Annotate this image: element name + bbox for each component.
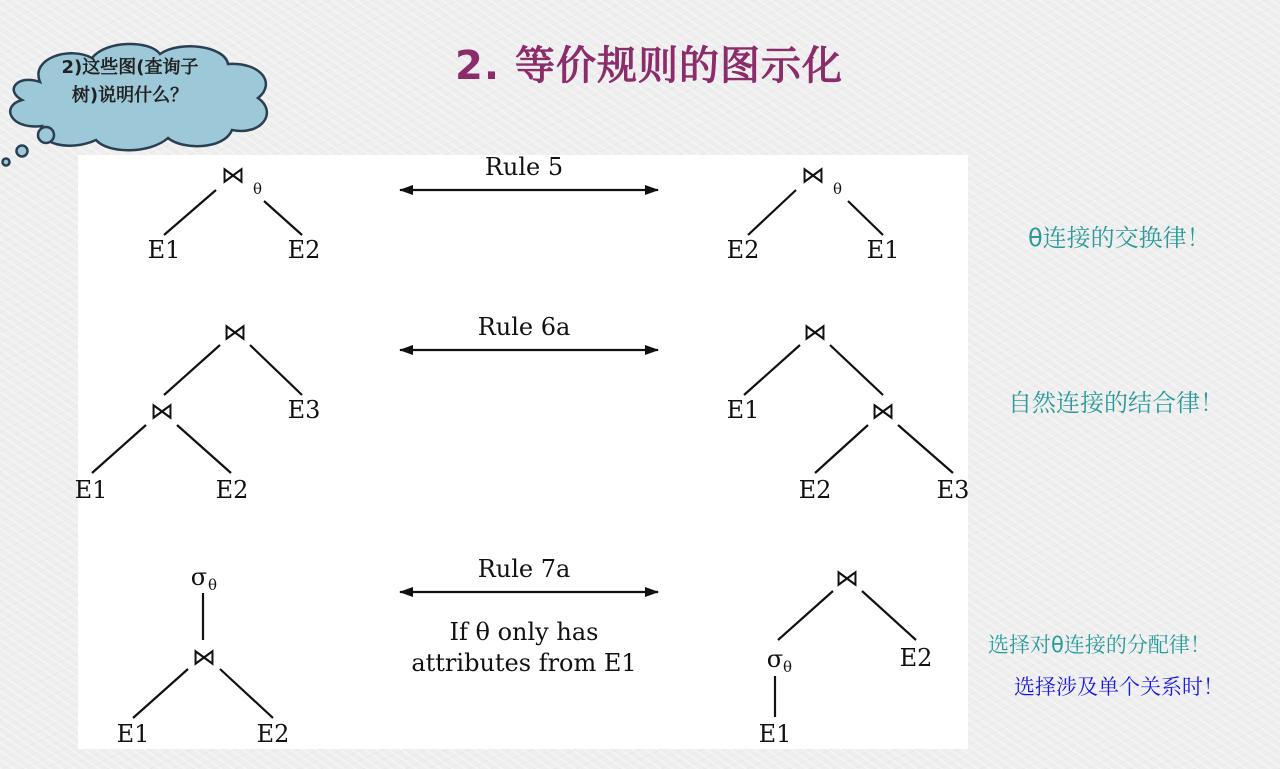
join-node: ⋈	[223, 318, 247, 346]
leaf-label: E2	[287, 236, 321, 264]
leaf-label: E2	[215, 476, 249, 504]
leaf-label: E1	[758, 720, 792, 748]
theta-subscript: θ	[783, 658, 793, 676]
join-node: ⋈	[835, 564, 859, 592]
cloud-question	[30, 54, 230, 110]
edge	[862, 591, 916, 640]
join-node: ⋈	[871, 397, 895, 425]
edge	[264, 201, 302, 235]
edge	[744, 345, 800, 395]
join-node: ⋈	[803, 318, 827, 346]
edge	[830, 345, 883, 395]
cloud-bubble-large	[38, 127, 54, 143]
rule7a-note-condition: 选择涉及单个关系时！	[1014, 675, 1224, 699]
sigma-node: σ	[766, 645, 784, 673]
leaf-label: E2	[256, 720, 290, 748]
theta-subscript: θ	[253, 180, 263, 198]
leaf-label: E1	[726, 396, 760, 424]
edge	[164, 190, 216, 235]
rule-condition-line1: If θ only has	[449, 618, 599, 646]
leaf-label: E1	[147, 236, 181, 264]
leaf-label: E2	[899, 644, 933, 672]
edge	[848, 201, 883, 235]
join-node: ⋈	[150, 397, 174, 425]
rule-condition-line2: attributes from E1	[411, 649, 637, 677]
rule5-note: θ连接的交换律！	[1028, 224, 1211, 252]
rule6a-note: 自然连接的结合律！	[1008, 389, 1224, 417]
leaf-label: E2	[798, 476, 832, 504]
leaf-label: E1	[74, 476, 108, 504]
rule7a-note: 选择对θ连接的分配律！	[988, 633, 1211, 657]
leaf-label: E1	[116, 720, 150, 748]
leaf-label: E2	[726, 236, 760, 264]
edge	[92, 425, 146, 473]
join-node: ⋈	[801, 161, 825, 189]
cloud-question-line1: 2)这些图(查询子	[61, 57, 199, 78]
join-node: ⋈	[192, 643, 216, 671]
edge	[250, 345, 302, 395]
rule-label: Rule 7a	[477, 555, 571, 583]
equivalence-rules-figure	[74, 153, 970, 749]
leaf-label: E1	[866, 236, 900, 264]
theta-subscript: θ	[208, 576, 218, 594]
join-node: ⋈	[221, 161, 245, 189]
edge	[177, 425, 231, 473]
edge	[164, 345, 220, 395]
edge	[133, 669, 188, 718]
rule-label: Rule 5	[484, 153, 564, 181]
edge	[748, 190, 796, 235]
cloud-bubble-medium	[17, 146, 28, 157]
edge	[815, 425, 868, 473]
slide-title: 2. 等价规则的图示化	[455, 43, 843, 89]
edge	[898, 425, 953, 473]
leaf-label: E3	[287, 396, 321, 424]
edge	[220, 669, 273, 718]
cloud-question-line2: 树)说明什么？	[71, 85, 189, 106]
rule-label: Rule 6a	[477, 313, 571, 341]
edge	[778, 591, 833, 640]
leaf-label: E3	[936, 476, 970, 504]
sigma-node: σ	[190, 563, 208, 591]
theta-subscript: θ	[833, 180, 843, 198]
cloud-bubble-small	[3, 159, 10, 166]
